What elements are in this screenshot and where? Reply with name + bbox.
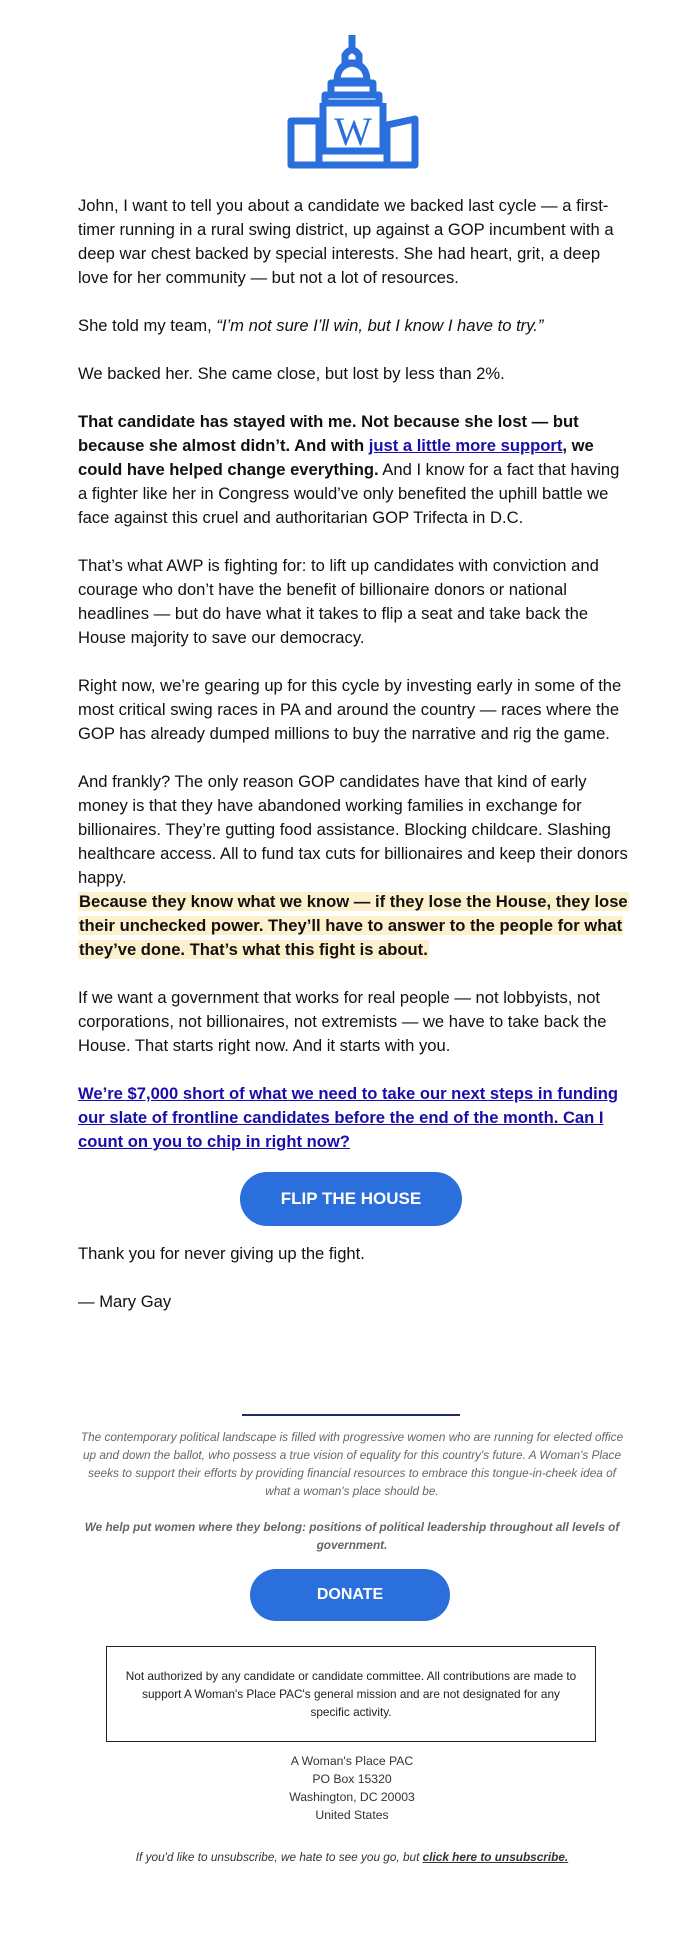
legal-disclaimer-box bbox=[106, 1646, 596, 1742]
address-pobox: PO Box 15320 bbox=[312, 1772, 392, 1786]
stayed-bold-b: , we could have helped change everything. bbox=[78, 436, 594, 479]
footer-divider bbox=[242, 1414, 460, 1416]
highlighted-text: Because they know what we know — if they lose the House, they lose their unchecked power. They’ll have to answer to the people for what they’ve done. That’s what this fight is about. bbox=[79, 892, 628, 959]
legal-disclaimer: Not authorized by any candidate or candidate committee. All contributions are made to support A Woman's Place PAC's general mission and are not designated for any specific activity. bbox=[125, 1669, 577, 1719]
address-country: United States bbox=[315, 1808, 389, 1822]
paragraph-thanks: Thank you for never giving up the fight. bbox=[78, 1244, 365, 1263]
paragraph-gearing-up: Right now, we’re gearing up for this cycle by investing early in some of the most critical swing races in PA and around the country — races where the GOP has already dumped millions to buy the narrative and rig the game. bbox=[78, 676, 622, 743]
logo-letter: W bbox=[334, 109, 372, 154]
paragraph-government: If we want a government that works for real people — not lobbyists, not corporations, not billionaires, not extremists — we have to take back the House. That starts right now. And it starts with you. bbox=[78, 988, 607, 1055]
unsubscribe-line bbox=[78, 1850, 626, 1864]
paragraph-mission: That’s what AWP is fighting for: to lift up candidates with conviction and courage who don’t have the benefit of billionaire donors or national headlines — but do have what it takes to flip a seat and take back the House majority to save our democracy. bbox=[78, 556, 599, 647]
footer-tagline: We help put women where they belong: positions of political leadership throughout all levels of government. bbox=[84, 1520, 620, 1552]
stayed-bold-a: That candidate has stayed with me. Not because she lost — but because she almost didn’t. And with bbox=[78, 412, 579, 455]
flip-the-house-button[interactable]: FLIP THE HOUSE bbox=[240, 1172, 462, 1226]
ask-link[interactable]: We’re $7,000 short of what we need to take our next steps in funding our slate of frontline candidates before the end of the month. Can I count on you to chip in right now? bbox=[78, 1084, 619, 1151]
stayed-rest: And I know for a fact that having a fighter like her in Congress would’ve only benefited the uphill battle we face against this cruel and authoritarian GOP Trifecta in D.C. bbox=[78, 460, 620, 527]
address-org: A Woman's Place PAC bbox=[290, 1754, 414, 1768]
paragraph-result: We backed her. She came close, but lost by less than 2%. bbox=[78, 364, 505, 383]
quote-lead: She told my team, bbox=[78, 316, 217, 335]
paragraph-intro: John, I want to tell you about a candidate we backed last cycle — a first-timer running in a rural swing district, up against a GOP incumbent with a deep war chest backed by special interests. She had heart, grit, a deep love for her community — but not a lot of resources. bbox=[78, 196, 614, 287]
capitol-dome-icon bbox=[283, 33, 420, 173]
donate-button[interactable]: DONATE bbox=[250, 1569, 450, 1621]
signature: — Mary Gay bbox=[78, 1292, 172, 1311]
address-city: Washington, DC 20003 bbox=[289, 1790, 415, 1804]
paragraph-frankly: And frankly? The only reason GOP candidates have that kind of early money is that they have abandoned working families in exchange for billionaires. They’re gutting food assistance. Blocking childcare. Slashing healthcare access. All to fund tax cuts for billionaires and keep their donors happy. bbox=[78, 772, 628, 887]
capitol-logo bbox=[283, 33, 420, 173]
paragraph-ask bbox=[78, 1082, 628, 1154]
paragraph-quote bbox=[78, 314, 628, 338]
paragraph-stayed bbox=[78, 410, 628, 530]
unsubscribe-link[interactable]: click here to unsubscribe. bbox=[422, 1850, 569, 1864]
support-link[interactable]: just a little more support bbox=[368, 436, 563, 455]
unsubscribe-lead: If you'd like to unsubscribe, we hate to see you go, but bbox=[135, 1850, 423, 1864]
footer-mission: The contemporary political landscape is filled with progressive women who are running for elected office up and down the ballot, who possess a true vision of equality for this country's future. A Woman's Place seeks to support their efforts by providing financial resources to embrace this tongue-in-cheek idea of what a woman's place should be. bbox=[80, 1430, 624, 1498]
candidate-quote: “I’m not sure I’ll win, but I know I have to try.” bbox=[216, 316, 544, 335]
paragraph-highlight bbox=[78, 890, 628, 962]
